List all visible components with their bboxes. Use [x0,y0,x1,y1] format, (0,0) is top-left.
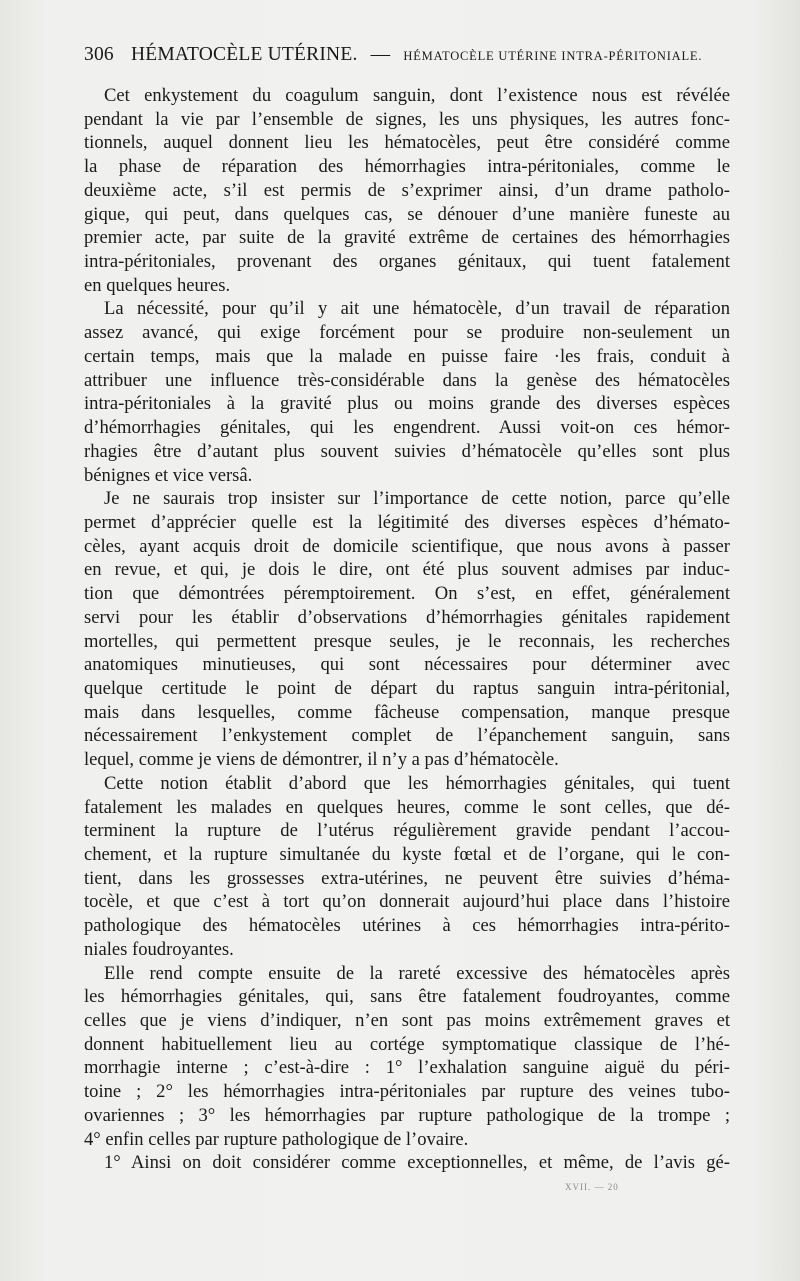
text-line: nécessairement l’enkystement complet de l’épanchement sanguin, sans [84,725,730,747]
text-line: mortelles, qui permettent presque seules, je le reconnais, les recherches [84,630,730,652]
text-line: en revue, et qui, je dois le dire, ont été plus souvent admises par induc- [84,559,730,581]
text-line: intra-péritoniales, provenant des organes génitaux, qui tuent fatalement [84,251,730,273]
text-line: d’hémorrhagies génitales, qui les engendrent. Aussi voit-on ces hémor- [84,417,730,439]
page-header [84,44,724,72]
text-line: la phase de réparation des hémorrhagies intra-péritoniales, comme le [84,156,730,178]
text-line: en quelques heures. [84,274,231,296]
text-line: mais dans lesquelles, comme fâcheuse compensation, manque presque [84,701,730,723]
text-line: permet d’apprécier quelle est la légitimité des diverses espèces d’hémato- [84,511,730,533]
text-line: ovariennes ; 3° les hémorrhagies par rupture pathologique de la trompe ; [84,1104,730,1126]
running-head: HÉMATOCÈLE UTÉRINE INTRA-PÉRITONIALE. [403,49,703,63]
text-line: pendant la vie par l’ensemble de signes, les uns physiques, les autres fonc- [84,108,730,130]
text-line: premier acte, par suite de la gravité extrême de certaines des hémorrhagies [84,227,730,249]
text-line: tocèle, et que c’est à tort qu’on donnerait aujourd’hui place dans l’histoire [84,891,730,913]
text-line: 4° enfin celles par rupture pathologique de l’ovaire. [84,1128,469,1150]
page-number: 306 [84,44,114,65]
text-line: morrhagie interne ; c’est-à-dire : 1° l’exhalation sanguine aiguë du péri- [84,1057,730,1079]
text-line: pathologique des hématocèles utérines à ces hémorrhagies intra-périto- [84,915,730,937]
text-line: les hémorrhagies génitales, qui, sans être fatalement foudroyantes, comme [84,986,730,1008]
footer-signature: XVII. — 20 [565,1182,619,1192]
chapter-title: HÉMATOCÈLE UTÉRINE. [130,44,358,65]
text-line: celles que je viens d’indiquer, n’en sont pas moins extrêmement graves et [84,1010,730,1032]
text-line: lequel, comme je viens de démontrer, il n’y a pas d’hématocèle. [84,749,559,771]
text-line: Cet enkystement du coagulum sanguin, dont l’existence nous est révélée [104,85,730,106]
text-line: attribuer une influence très-considérable dans la genèse des hématocèles [84,369,730,391]
text-line: tion que démontrées péremptoirement. On s’est, en effet, généralement [84,583,730,605]
text-line: anatomiques minutieuses, qui sont nécessaires pour déterminer avec [84,654,730,676]
text-line: Elle rend compte ensuite de la rareté excessive des hématocèles après [104,962,730,984]
text-line: bénignes et vice versâ. [84,464,253,486]
text-line: Cette notion établit d’abord que les hémorrhagies génitales, qui tuent [104,772,730,794]
text-line: cèles, ayant acquis droit de domicile scientifique, que nous avons à passer [84,535,730,557]
text-line: quelque certitude le point de départ du raptus sanguin intra-péritonial, [84,677,730,699]
text-line: 1° Ainsi on doit considérer comme exceptionnelles, et même, de l’avis gé- [104,1152,730,1174]
header-separator: — [370,44,391,65]
text-line: Je ne saurais trop insister sur l’importance de cette notion, parce qu’elle [104,488,730,510]
text-line: niales foudroyantes. [84,938,234,960]
text-line: chement, et la rupture simultanée du kyste fœtal et de l’organe, qui le con- [84,844,730,865]
text-line: rhagies être d’autant plus souvent suivies d’hématocèle qu’elles sont plus [84,440,730,462]
body-text [84,84,730,1175]
text-line: intra-péritoniales à la gravité plus ou moins grande des diverses espèces [84,393,730,415]
text-line: assez avancé, qui exige forcément pour se produire non-seulement un [84,322,730,344]
text-line: servi pour les établir d’observations d’hémorrhagies génitales rapidement [84,606,730,628]
text-line: tient, dans les grossesses extra-utérines, ne peuvent être suivies d’héma- [84,867,730,889]
text-line: certain temps, mais que la malade en puisse faire ·les frais, conduit à [84,345,730,367]
text-line: La nécessité, pour qu’il y ait une hématocèle, d’un travail de réparation [104,298,730,320]
text-line: donnent habituellement lieu au cortége symptomatique classique de l’hé- [84,1033,730,1055]
text-line: toine ; 2° les hémorrhagies intra-péritoniales par rupture des veines tubo- [84,1081,730,1103]
text-line: deuxième acte, s’il est permis de s’exprimer ainsi, d’un drame patholo- [84,179,730,201]
text-line: tionnels, auquel donnent lieu les hématocèles, peut être considéré comme [84,132,730,154]
text-line: terminent la rupture de l’utérus régulièrement gravide pendant l’accou- [84,820,730,842]
text-line: gique, qui peut, dans quelques cas, se dénouer d’une manière funeste au [84,203,730,225]
text-line: fatalement les malades en quelques heures, comme le sont celles, que dé- [84,796,730,818]
